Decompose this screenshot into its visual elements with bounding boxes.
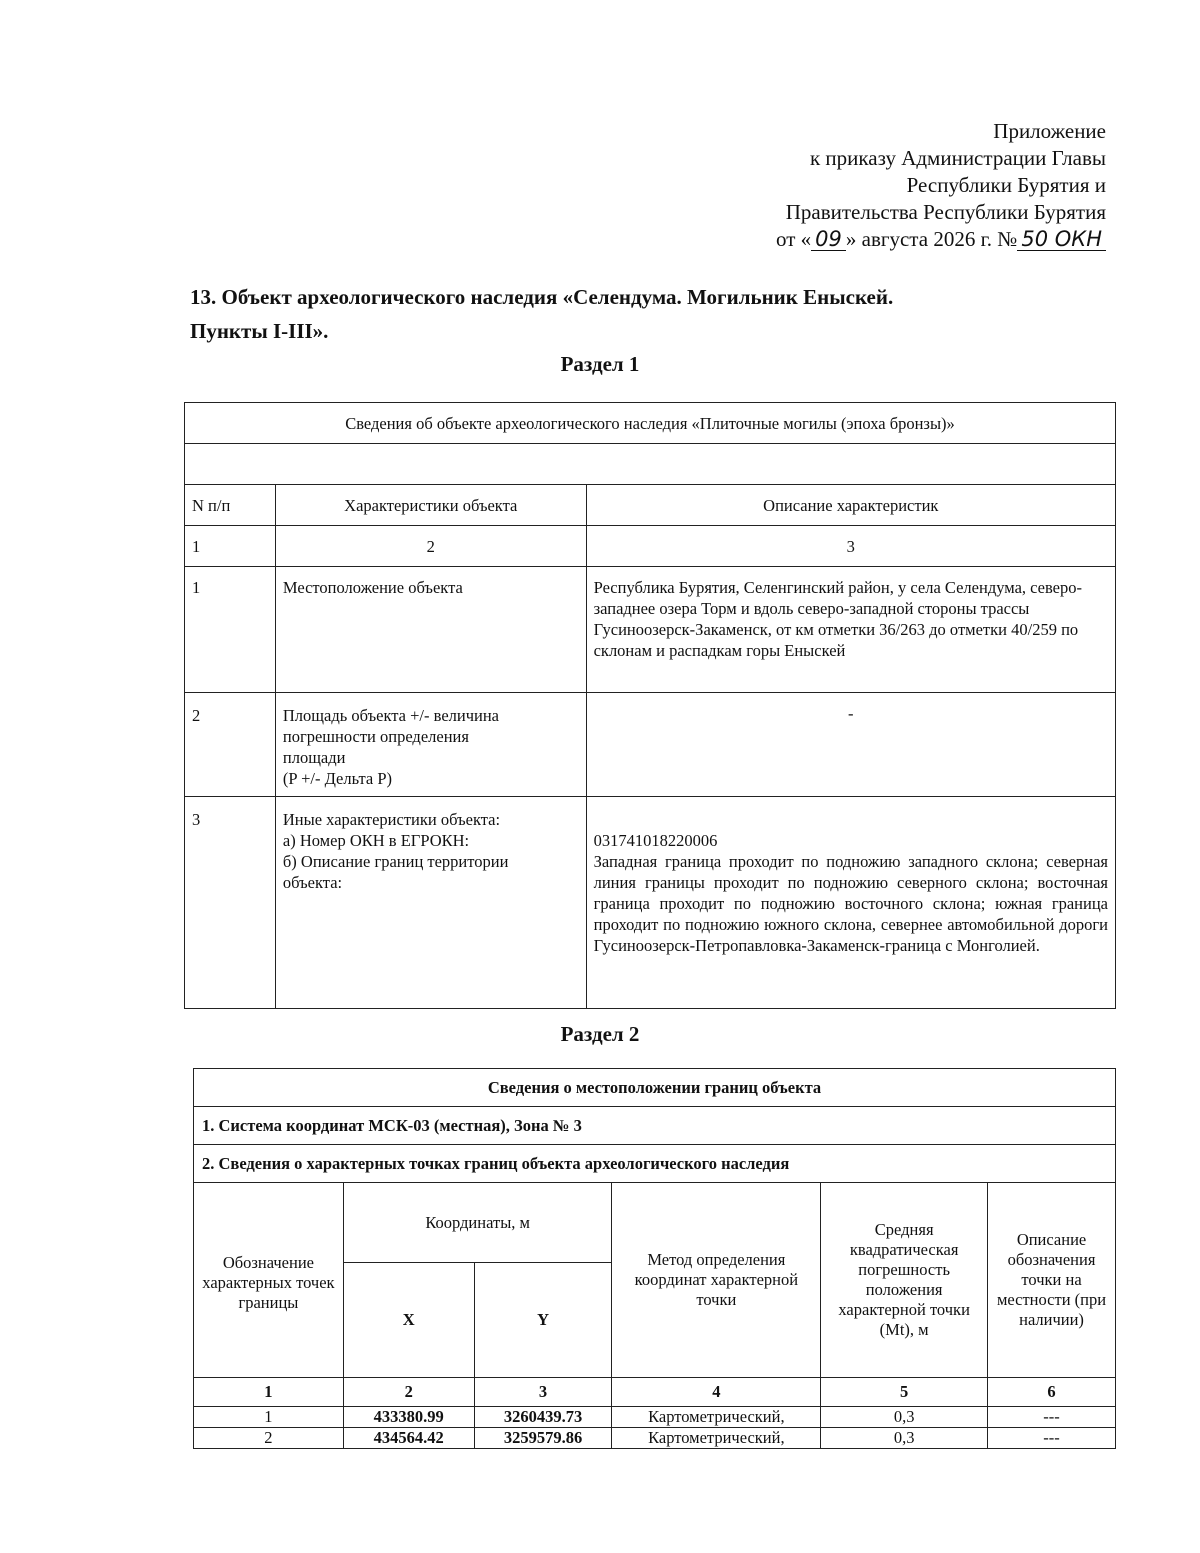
date-prefix: от «	[776, 227, 812, 251]
section-2-heading: Раздел 2	[560, 1022, 640, 1046]
characteristic-line: Иные характеристики объекта:	[282, 810, 501, 829]
table-row	[185, 693, 1116, 797]
table-row	[194, 1428, 1116, 1449]
header-line-4: Правительства Республики Бурятия	[785, 200, 1106, 224]
point-x: 433380.99	[343, 1407, 474, 1428]
point-id: 1	[194, 1407, 344, 1428]
table-row	[194, 1407, 1116, 1428]
section-2-table	[193, 1068, 1116, 1449]
colnum-3: 3	[474, 1378, 612, 1407]
egrokn-number: 031741018220006	[593, 831, 718, 850]
col-error-header: Средняя квадратическая погрешность положения характерной точки (Mt), м	[821, 1183, 988, 1378]
row-characteristic: Местоположение объекта	[275, 567, 586, 693]
col-x-header: X	[343, 1263, 474, 1378]
header-line-3: Республики Бурятия и	[906, 173, 1106, 197]
header-line-1: Приложение	[993, 119, 1106, 143]
colnum-3: 3	[586, 526, 1115, 567]
characteristic-line: б) Описание границ территории	[282, 852, 509, 871]
section-1-heading: Раздел 1	[560, 352, 640, 376]
colnum-5: 5	[821, 1378, 988, 1407]
row-number: 3	[185, 797, 276, 1009]
point-method: Картометрический,	[612, 1428, 821, 1449]
row-description: Республика Бурятия, Селенгинский район, у села Селендума, северо-западнее озера Торм и вдоль северо-западной стороны трассы Гусиноозерск-Закаменск, от км отметки 36/263 до отметки 40/259 по склонам и распадкам горы Еныскей	[586, 567, 1115, 693]
section-1-table	[184, 402, 1116, 1009]
header-line-2: к приказу Администрации Главы	[809, 146, 1106, 170]
characteristic-line: а) Номер ОКН в ЕГРОКН:	[282, 831, 470, 850]
col-method-header: Метод определения координат характерной точки	[612, 1183, 821, 1378]
header-characteristic: Характеристики объекта	[275, 485, 586, 526]
appendix-header	[776, 118, 1106, 253]
handwritten-day: 09	[811, 228, 846, 251]
point-desc: ---	[988, 1428, 1116, 1449]
boundary-description: Западная граница проходит по подножию западного склона; северная линия границы проходит по подножию северного склона; восточная граница проходит по подножию восточного склона; южная граница проходит по подножию южного склона, севернее автомобильной дороги Гусиноозерск-Петропавловка-Закаменск-граница с Монголией.	[593, 852, 1108, 955]
colnum-4: 4	[612, 1378, 821, 1407]
characteristic-line: погрешности определения	[282, 727, 469, 746]
point-x: 434564.42	[343, 1428, 474, 1449]
point-id: 2	[194, 1428, 344, 1449]
row-number: 2	[185, 693, 276, 797]
document-title	[190, 280, 1090, 348]
col-description-header: Описание обозначения точки на местности (при наличии)	[988, 1183, 1116, 1378]
point-error: 0,3	[821, 1407, 988, 1428]
characteristic-line: (P +/- Дельта P)	[282, 769, 393, 788]
colnum-1: 1	[194, 1378, 344, 1407]
colnum-2: 2	[275, 526, 586, 567]
point-y: 3260439.73	[474, 1407, 612, 1428]
empty-row	[185, 444, 1116, 485]
points-heading: 2. Сведения о характерных точках границ объекта археологического наследия	[194, 1145, 1116, 1183]
point-method: Картометрический,	[612, 1407, 821, 1428]
row-characteristic	[275, 797, 586, 1009]
col-point-header: Обозначение характерных точек границы	[194, 1183, 344, 1378]
header-date-line	[776, 226, 1106, 253]
point-y: 3259579.86	[474, 1428, 612, 1449]
handwritten-order-number: 50 ОКН	[1017, 228, 1106, 251]
coordinate-system: 1. Система координат МСК-03 (местная), Зона № 3	[194, 1107, 1116, 1145]
row-description	[586, 797, 1115, 1009]
row-number: 1	[185, 567, 276, 693]
row-description: -	[586, 693, 1115, 797]
col-coords-header: Координаты, м	[343, 1183, 612, 1263]
colnum-2: 2	[343, 1378, 474, 1407]
boundaries-caption: Сведения о местоположении границ объекта	[194, 1069, 1116, 1107]
characteristic-line: Площадь объекта +/- величина	[282, 706, 499, 725]
colnum-1: 1	[185, 526, 276, 567]
point-error: 0,3	[821, 1428, 988, 1449]
table-row	[185, 797, 1116, 1009]
characteristic-line: площади	[282, 748, 346, 767]
row-characteristic	[275, 693, 586, 797]
table-row	[185, 567, 1116, 693]
header-number: N п/п	[185, 485, 276, 526]
title-line-1: 13. Объект археологического наследия «Селендума. Могильник Еныскей.	[190, 285, 894, 309]
header-description: Описание характеристик	[586, 485, 1115, 526]
characteristic-line: объекта:	[282, 873, 343, 892]
date-middle: » августа 2026 г. №	[845, 227, 1018, 251]
point-desc: ---	[988, 1407, 1116, 1428]
title-line-2: Пункты I-III».	[190, 319, 329, 343]
col-y-header: Y	[474, 1263, 612, 1378]
colnum-6: 6	[988, 1378, 1116, 1407]
table-caption: Сведения об объекте археологического наследия «Плиточные могилы (эпоха бронзы)»	[185, 403, 1116, 444]
